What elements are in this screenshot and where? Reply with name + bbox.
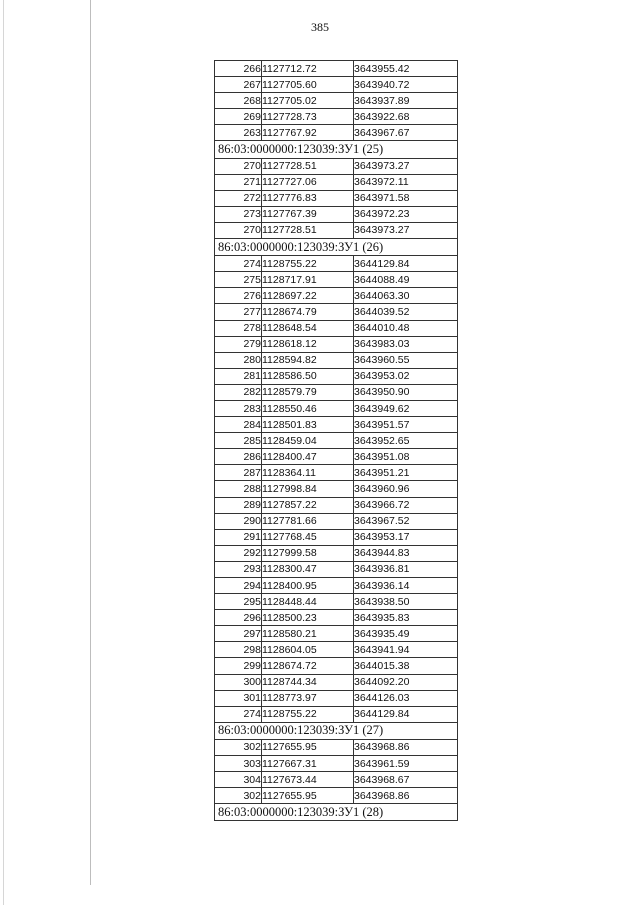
point-number-cell: 304 bbox=[215, 772, 262, 788]
x-coordinate-cell: 1127673.44 bbox=[262, 772, 354, 788]
point-number-cell: 268 bbox=[215, 93, 262, 109]
point-number-cell: 276 bbox=[215, 288, 262, 304]
table-row bbox=[215, 256, 458, 272]
y-coordinate-cell: 3644126.03 bbox=[354, 690, 458, 706]
x-coordinate-cell: 1127767.39 bbox=[262, 206, 354, 222]
point-number-cell: 274 bbox=[215, 706, 262, 722]
point-number-cell: 303 bbox=[215, 756, 262, 772]
coordinates-table bbox=[214, 60, 458, 821]
point-number-cell: 270 bbox=[215, 222, 262, 238]
y-coordinate-cell: 3643938.50 bbox=[354, 594, 458, 610]
point-number-cell: 293 bbox=[215, 561, 262, 577]
y-coordinate-cell: 3643972.11 bbox=[354, 174, 458, 190]
y-coordinate-cell: 3643983.03 bbox=[354, 336, 458, 352]
x-coordinate-cell: 1127712.72 bbox=[262, 61, 354, 77]
y-coordinate-cell: 3643951.57 bbox=[354, 417, 458, 433]
y-coordinate-cell: 3643944.83 bbox=[354, 545, 458, 561]
table-row bbox=[215, 384, 458, 400]
table-row bbox=[215, 61, 458, 77]
x-coordinate-cell: 1127727.06 bbox=[262, 174, 354, 190]
y-coordinate-cell: 3644063.30 bbox=[354, 288, 458, 304]
coordinates-table-body bbox=[215, 61, 458, 821]
table-row bbox=[215, 545, 458, 561]
y-coordinate-cell: 3643950.90 bbox=[354, 384, 458, 400]
table-row bbox=[215, 706, 458, 722]
x-coordinate-cell: 1127728.51 bbox=[262, 158, 354, 174]
y-coordinate-cell: 3643967.52 bbox=[354, 513, 458, 529]
table-row bbox=[215, 690, 458, 706]
x-coordinate-cell: 1128500.23 bbox=[262, 610, 354, 626]
y-coordinate-cell: 3644129.84 bbox=[354, 256, 458, 272]
table-row bbox=[215, 304, 458, 320]
point-number-cell: 299 bbox=[215, 658, 262, 674]
point-number-cell: 286 bbox=[215, 449, 262, 465]
x-coordinate-cell: 1128459.04 bbox=[262, 433, 354, 449]
point-number-cell: 296 bbox=[215, 610, 262, 626]
section-header-row bbox=[215, 141, 458, 158]
x-coordinate-cell: 1127667.31 bbox=[262, 756, 354, 772]
x-coordinate-cell: 1128744.34 bbox=[262, 674, 354, 690]
y-coordinate-cell: 3643941.94 bbox=[354, 642, 458, 658]
y-coordinate-cell: 3643953.17 bbox=[354, 529, 458, 545]
y-coordinate-cell: 3644039.52 bbox=[354, 304, 458, 320]
table-row bbox=[215, 756, 458, 772]
table-row bbox=[215, 497, 458, 513]
table-row bbox=[215, 788, 458, 804]
page-number: 385 bbox=[311, 20, 329, 34]
table-row bbox=[215, 336, 458, 352]
point-number-cell: 290 bbox=[215, 513, 262, 529]
table-row bbox=[215, 125, 458, 141]
x-coordinate-cell: 1128674.79 bbox=[262, 304, 354, 320]
y-coordinate-cell: 3643968.86 bbox=[354, 739, 458, 755]
point-number-cell: 298 bbox=[215, 642, 262, 658]
point-number-cell: 300 bbox=[215, 674, 262, 690]
table-row bbox=[215, 626, 458, 642]
table-row bbox=[215, 77, 458, 93]
table-row bbox=[215, 174, 458, 190]
section-label: 86:03:0000000:123039:ЗУ1 (28) bbox=[215, 804, 458, 821]
x-coordinate-cell: 1128697.22 bbox=[262, 288, 354, 304]
y-coordinate-cell: 3643949.62 bbox=[354, 400, 458, 416]
table-row bbox=[215, 449, 458, 465]
x-coordinate-cell: 1127728.51 bbox=[262, 222, 354, 238]
x-coordinate-cell: 1128579.79 bbox=[262, 384, 354, 400]
x-coordinate-cell: 1128674.72 bbox=[262, 658, 354, 674]
y-coordinate-cell: 3644092.20 bbox=[354, 674, 458, 690]
scan-edge-line bbox=[3, 0, 4, 905]
point-number-cell: 275 bbox=[215, 272, 262, 288]
x-coordinate-cell: 1127768.45 bbox=[262, 529, 354, 545]
point-number-cell: 288 bbox=[215, 481, 262, 497]
section-label: 86:03:0000000:123039:ЗУ1 (25) bbox=[215, 141, 458, 158]
table-row bbox=[215, 481, 458, 497]
table-row bbox=[215, 772, 458, 788]
x-coordinate-cell: 1128755.22 bbox=[262, 256, 354, 272]
table-row bbox=[215, 368, 458, 384]
y-coordinate-cell: 3643952.65 bbox=[354, 433, 458, 449]
point-number-cell: 274 bbox=[215, 256, 262, 272]
x-coordinate-cell: 1127857.22 bbox=[262, 497, 354, 513]
x-coordinate-cell: 1128717.91 bbox=[262, 272, 354, 288]
x-coordinate-cell: 1127705.60 bbox=[262, 77, 354, 93]
x-coordinate-cell: 1128448.44 bbox=[262, 594, 354, 610]
table-row bbox=[215, 93, 458, 109]
table-row bbox=[215, 529, 458, 545]
x-coordinate-cell: 1128550.46 bbox=[262, 400, 354, 416]
y-coordinate-cell: 3644129.84 bbox=[354, 706, 458, 722]
x-coordinate-cell: 1128648.54 bbox=[262, 320, 354, 336]
point-number-cell: 272 bbox=[215, 190, 262, 206]
y-coordinate-cell: 3643936.14 bbox=[354, 578, 458, 594]
x-coordinate-cell: 1128618.12 bbox=[262, 336, 354, 352]
point-number-cell: 302 bbox=[215, 739, 262, 755]
point-number-cell: 285 bbox=[215, 433, 262, 449]
table-row bbox=[215, 288, 458, 304]
y-coordinate-cell: 3643940.72 bbox=[354, 77, 458, 93]
point-number-cell: 279 bbox=[215, 336, 262, 352]
table-row bbox=[215, 320, 458, 336]
section-label: 86:03:0000000:123039:ЗУ1 (26) bbox=[215, 239, 458, 256]
point-number-cell: 263 bbox=[215, 125, 262, 141]
x-coordinate-cell: 1127776.83 bbox=[262, 190, 354, 206]
x-coordinate-cell: 1127705.02 bbox=[262, 93, 354, 109]
table-row bbox=[215, 642, 458, 658]
y-coordinate-cell: 3643936.81 bbox=[354, 561, 458, 577]
point-number-cell: 271 bbox=[215, 174, 262, 190]
y-coordinate-cell: 3643968.86 bbox=[354, 788, 458, 804]
table-row bbox=[215, 465, 458, 481]
y-coordinate-cell: 3644088.49 bbox=[354, 272, 458, 288]
x-coordinate-cell: 1127781.66 bbox=[262, 513, 354, 529]
point-number-cell: 289 bbox=[215, 497, 262, 513]
point-number-cell: 294 bbox=[215, 578, 262, 594]
x-coordinate-cell: 1127998.84 bbox=[262, 481, 354, 497]
point-number-cell: 295 bbox=[215, 594, 262, 610]
point-number-cell: 280 bbox=[215, 352, 262, 368]
y-coordinate-cell: 3643960.96 bbox=[354, 481, 458, 497]
point-number-cell: 270 bbox=[215, 158, 262, 174]
x-coordinate-cell: 1128594.82 bbox=[262, 352, 354, 368]
x-coordinate-cell: 1127655.95 bbox=[262, 788, 354, 804]
table-row bbox=[215, 594, 458, 610]
section-label: 86:03:0000000:123039:ЗУ1 (27) bbox=[215, 722, 458, 739]
y-coordinate-cell: 3643971.58 bbox=[354, 190, 458, 206]
x-coordinate-cell: 1127655.95 bbox=[262, 739, 354, 755]
point-number-cell: 284 bbox=[215, 417, 262, 433]
x-coordinate-cell: 1128300.47 bbox=[262, 561, 354, 577]
table-row bbox=[215, 206, 458, 222]
y-coordinate-cell: 3643967.67 bbox=[354, 125, 458, 141]
point-number-cell: 297 bbox=[215, 626, 262, 642]
table-row bbox=[215, 674, 458, 690]
point-number-cell: 302 bbox=[215, 788, 262, 804]
y-coordinate-cell: 3643937.89 bbox=[354, 93, 458, 109]
section-header-row bbox=[215, 804, 458, 821]
table-row bbox=[215, 578, 458, 594]
table-row bbox=[215, 433, 458, 449]
point-number-cell: 273 bbox=[215, 206, 262, 222]
table-row bbox=[215, 158, 458, 174]
point-number-cell: 277 bbox=[215, 304, 262, 320]
y-coordinate-cell: 3643966.72 bbox=[354, 497, 458, 513]
x-coordinate-cell: 1128400.47 bbox=[262, 449, 354, 465]
y-coordinate-cell: 3643960.55 bbox=[354, 352, 458, 368]
x-coordinate-cell: 1128773.97 bbox=[262, 690, 354, 706]
section-header-row bbox=[215, 722, 458, 739]
y-coordinate-cell: 3643972.23 bbox=[354, 206, 458, 222]
table-row bbox=[215, 109, 458, 125]
x-coordinate-cell: 1128604.05 bbox=[262, 642, 354, 658]
y-coordinate-cell: 3643973.27 bbox=[354, 222, 458, 238]
point-number-cell: 278 bbox=[215, 320, 262, 336]
point-number-cell: 282 bbox=[215, 384, 262, 400]
x-coordinate-cell: 1128580.21 bbox=[262, 626, 354, 642]
x-coordinate-cell: 1127999.58 bbox=[262, 545, 354, 561]
table-row bbox=[215, 400, 458, 416]
y-coordinate-cell: 3643961.59 bbox=[354, 756, 458, 772]
y-coordinate-cell: 3643968.67 bbox=[354, 772, 458, 788]
point-number-cell: 281 bbox=[215, 368, 262, 384]
table-row bbox=[215, 610, 458, 626]
table-row bbox=[215, 513, 458, 529]
point-number-cell: 292 bbox=[215, 545, 262, 561]
point-number-cell: 267 bbox=[215, 77, 262, 93]
table-row bbox=[215, 222, 458, 238]
point-number-cell: 269 bbox=[215, 109, 262, 125]
x-coordinate-cell: 1128501.83 bbox=[262, 417, 354, 433]
table-row bbox=[215, 739, 458, 755]
y-coordinate-cell: 3643935.49 bbox=[354, 626, 458, 642]
table-row bbox=[215, 561, 458, 577]
x-coordinate-cell: 1128755.22 bbox=[262, 706, 354, 722]
table-row bbox=[215, 658, 458, 674]
y-coordinate-cell: 3643951.08 bbox=[354, 449, 458, 465]
y-coordinate-cell: 3643973.27 bbox=[354, 158, 458, 174]
y-coordinate-cell: 3644010.48 bbox=[354, 320, 458, 336]
table-row bbox=[215, 272, 458, 288]
binding-margin-line bbox=[90, 0, 91, 885]
y-coordinate-cell: 3643953.02 bbox=[354, 368, 458, 384]
point-number-cell: 291 bbox=[215, 529, 262, 545]
x-coordinate-cell: 1127728.73 bbox=[262, 109, 354, 125]
point-number-cell: 287 bbox=[215, 465, 262, 481]
table-row bbox=[215, 417, 458, 433]
y-coordinate-cell: 3644015.38 bbox=[354, 658, 458, 674]
x-coordinate-cell: 1128364.11 bbox=[262, 465, 354, 481]
point-number-cell: 266 bbox=[215, 61, 262, 77]
y-coordinate-cell: 3643951.21 bbox=[354, 465, 458, 481]
y-coordinate-cell: 3643935.83 bbox=[354, 610, 458, 626]
table-row bbox=[215, 190, 458, 206]
point-number-cell: 283 bbox=[215, 400, 262, 416]
x-coordinate-cell: 1128400.95 bbox=[262, 578, 354, 594]
x-coordinate-cell: 1127767.92 bbox=[262, 125, 354, 141]
x-coordinate-cell: 1128586.50 bbox=[262, 368, 354, 384]
table-row bbox=[215, 352, 458, 368]
y-coordinate-cell: 3643922.68 bbox=[354, 109, 458, 125]
y-coordinate-cell: 3643955.42 bbox=[354, 61, 458, 77]
point-number-cell: 301 bbox=[215, 690, 262, 706]
section-header-row bbox=[215, 239, 458, 256]
